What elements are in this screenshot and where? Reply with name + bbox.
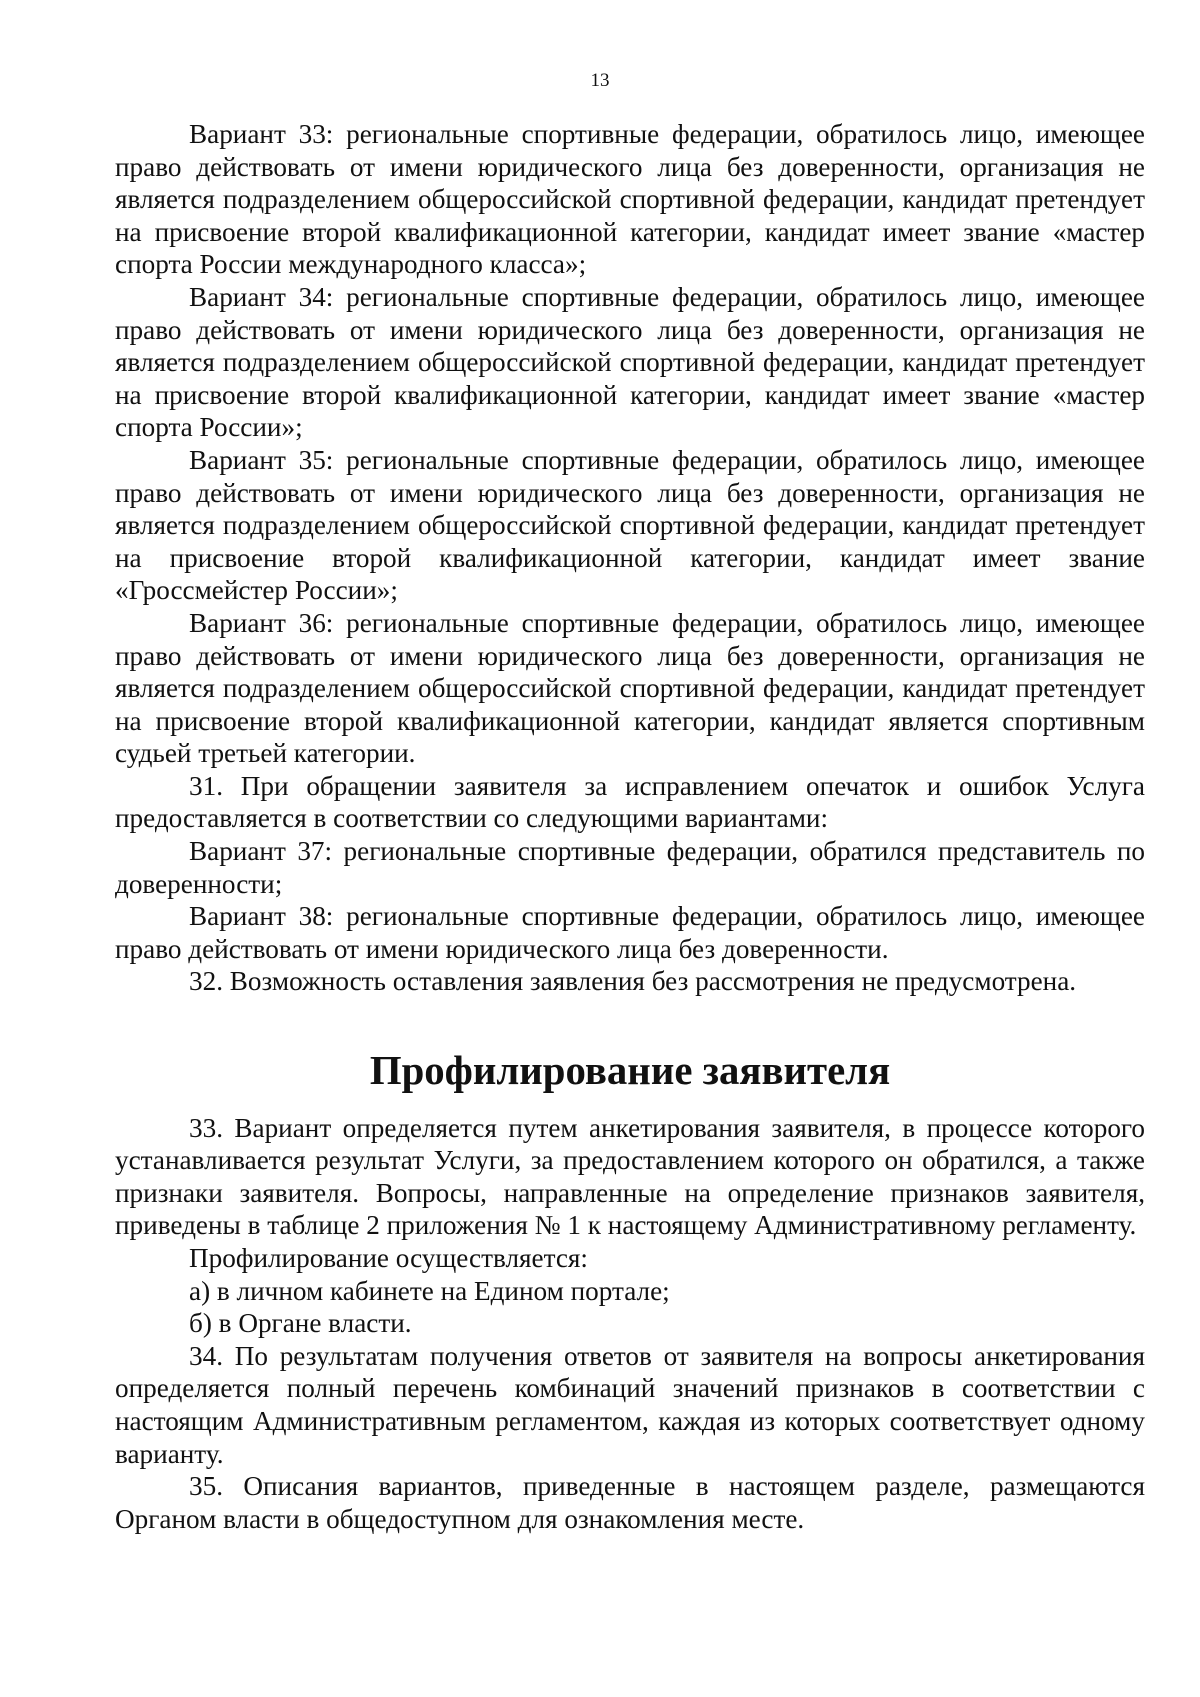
paragraph-variant-37: Вариант 37: региональные спортивные федерации, обратился представитель по доверенности; bbox=[115, 836, 1145, 899]
document-body bbox=[115, 118, 1145, 1535]
paragraph-variant-35: Вариант 35: региональные спортивные федерации, обратилось лицо, имеющее право действовать от имени юридического лица без доверенности, организация не является подразделением общероссийской спортивной федерации, кандидат претендует на присвоение второй квалификационной категории, кандидат имеет звание «Гроссмейстер России»; bbox=[115, 444, 1145, 606]
page-number: 13 bbox=[590, 70, 610, 91]
paragraph-clause-35: 35. Описания вариантов, приведенные в настоящем разделе, размещаются Органом власти в общедоступном для ознакомления месте. bbox=[115, 1471, 1145, 1534]
paragraph-profiling-item-a: а) в личном кабинете на Едином портале; bbox=[189, 1275, 670, 1306]
paragraph-variant-36: Вариант 36: региональные спортивные федерации, обратилось лицо, имеющее право действовать от имени юридического лица без доверенности, организация не является подразделением общероссийской спортивной федерации, кандидат претендует на присвоение второй квалификационной категории, кандидат является спортивным судьей третьей категории. bbox=[115, 607, 1145, 769]
paragraph-profiling-item-b: б) в Органе власти. bbox=[189, 1308, 412, 1339]
paragraph-clause-33: 33. Вариант определяется путем анкетирования заявителя, в процессе которого устанавливается результат Услуги, за предоставлением которого он обратился, а также признаки заявителя. Вопросы, направленные на определение признаков заявителя, приведены в таблице 2 приложения № 1 к настоящему Административному регламенту. bbox=[115, 1112, 1145, 1241]
paragraph-variant-34: Вариант 34: региональные спортивные федерации, обратилось лицо, имеющее право действовать от имени юридического лица без доверенности, организация не является подразделением общероссийской спортивной федерации, кандидат претендует на присвоение второй квалификационной категории, кандидат имеет звание «мастер спорта России»; bbox=[115, 281, 1145, 443]
paragraph-variant-33: Вариант 33: региональные спортивные федерации, обратилось лицо, имеющее право действовать от имени юридического лица без доверенности, организация не является подразделением общероссийской спортивной федерации, кандидат претендует на присвоение второй квалификационной категории, кандидат имеет звание «мастер спорта России международного класса»; bbox=[115, 119, 1145, 280]
paragraph-clause-31: 31. При обращении заявителя за исправлением опечаток и ошибок Услуга предоставляется в соответствии со следующими вариантами: bbox=[115, 770, 1145, 834]
paragraph-clause-34: 34. По результатам получения ответов от заявителя на вопросы анкетирования определяется полный перечень комбинаций значений признаков в соответствии с настоящим Административным регламентом, каждая из которых соответствует одному варианту. bbox=[115, 1340, 1145, 1469]
section-title: Профилирование заявителя bbox=[369, 1048, 891, 1094]
paragraph-profiling-intro: Профилирование осуществляется: bbox=[189, 1243, 588, 1273]
paragraph-variant-38: Вариант 38: региональные спортивные федерации, обратилось лицо, имеющее право действовать от имени юридического лица без доверенности. bbox=[115, 901, 1145, 964]
paragraph-clause-32: 32. Возможность оставления заявления без рассмотрения не предусмотрена. bbox=[189, 966, 1077, 997]
